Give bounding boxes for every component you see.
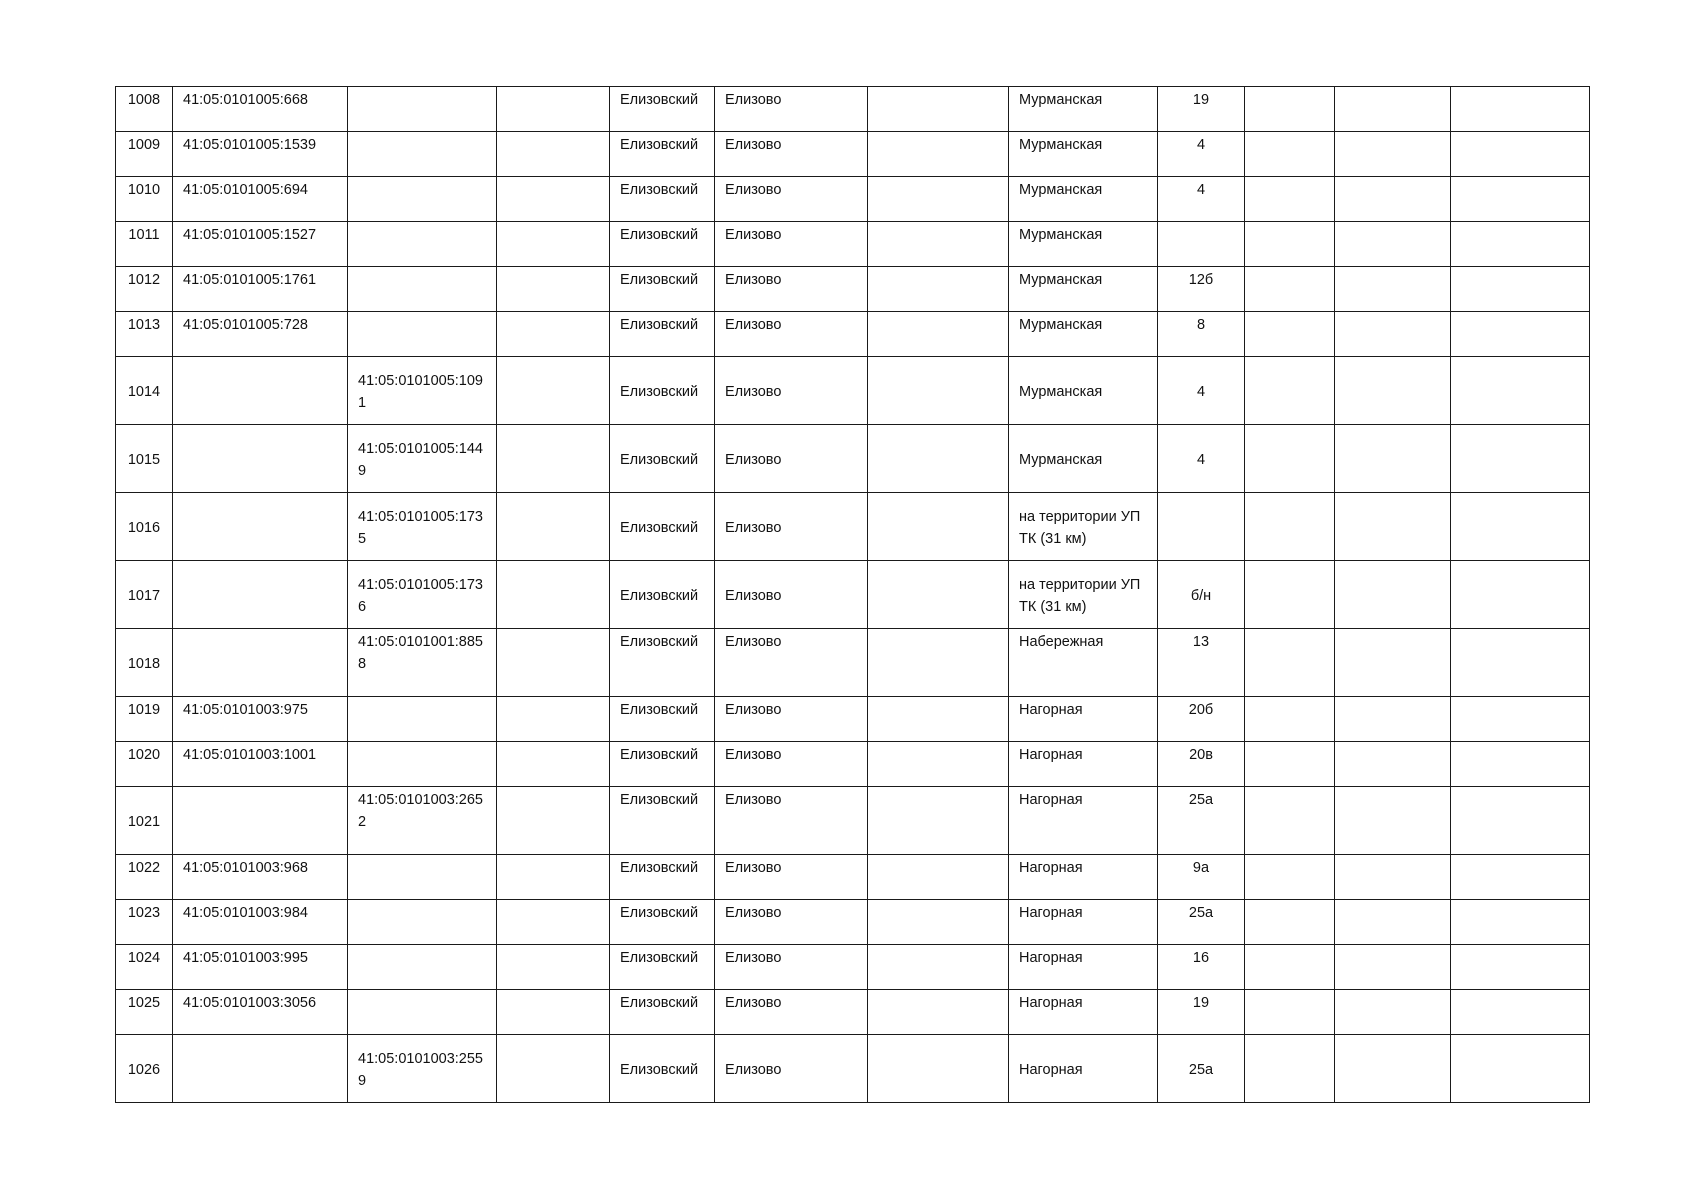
row-number-cell: 1020 [116, 742, 173, 787]
empty-cell [1451, 222, 1590, 267]
empty-cell [1245, 425, 1335, 493]
empty-cell [1335, 561, 1451, 629]
table-row [116, 561, 1590, 629]
town-cell: Елизово [715, 561, 868, 629]
building-cadastral-number-cell [348, 900, 497, 945]
registry-body [116, 87, 1590, 1103]
table-row [116, 697, 1590, 742]
empty-cell [868, 629, 1009, 697]
district-cell: Елизовский [610, 177, 715, 222]
cadastral-number-cell: 41:05:0101005:694 [173, 177, 348, 222]
house-number-cell: 16 [1158, 945, 1245, 990]
row-number-cell: 1018 [116, 629, 173, 697]
empty-cell [1335, 425, 1451, 493]
empty-cell [1245, 312, 1335, 357]
empty-cell [1245, 787, 1335, 855]
empty-cell [497, 267, 610, 312]
town-cell: Елизово [715, 990, 868, 1035]
empty-cell [497, 945, 610, 990]
empty-cell [868, 222, 1009, 267]
cadastral-number-cell [173, 357, 348, 425]
street-cell: Нагорная [1009, 990, 1158, 1035]
building-cadastral-number-cell: 41:05:0101003:2652 [348, 787, 497, 855]
table-row [116, 629, 1590, 697]
house-number-cell: 25а [1158, 1035, 1245, 1103]
cadastral-number-cell: 41:05:0101005:668 [173, 87, 348, 132]
empty-cell [1245, 697, 1335, 742]
town-cell: Елизово [715, 222, 868, 267]
house-number-cell: б/н [1158, 561, 1245, 629]
row-number-cell: 1025 [116, 990, 173, 1035]
row-number-cell: 1015 [116, 425, 173, 493]
town-cell: Елизово [715, 132, 868, 177]
street-cell: Мурманская [1009, 267, 1158, 312]
street-cell: Нагорная [1009, 855, 1158, 900]
empty-cell [1245, 1035, 1335, 1103]
district-cell: Елизовский [610, 697, 715, 742]
empty-cell [1451, 990, 1590, 1035]
row-number-cell: 1010 [116, 177, 173, 222]
empty-cell [497, 132, 610, 177]
empty-cell [868, 357, 1009, 425]
row-number-cell: 1026 [116, 1035, 173, 1103]
town-cell: Елизово [715, 787, 868, 855]
house-number-cell: 25а [1158, 787, 1245, 855]
table-row [116, 990, 1590, 1035]
empty-cell [1451, 425, 1590, 493]
district-cell: Елизовский [610, 267, 715, 312]
empty-cell [1335, 222, 1451, 267]
district-cell: Елизовский [610, 561, 715, 629]
cadastral-number-cell: 41:05:0101003:984 [173, 900, 348, 945]
empty-cell [1245, 945, 1335, 990]
row-number-cell: 1022 [116, 855, 173, 900]
street-cell: Нагорная [1009, 1035, 1158, 1103]
street-cell: Мурманская [1009, 312, 1158, 357]
empty-cell [1245, 132, 1335, 177]
empty-cell [1245, 222, 1335, 267]
empty-cell [868, 87, 1009, 132]
street-cell: Нагорная [1009, 697, 1158, 742]
cadastral-number-cell: 41:05:0101003:1001 [173, 742, 348, 787]
empty-cell [1451, 629, 1590, 697]
cadastral-number-cell [173, 629, 348, 697]
street-cell: Мурманская [1009, 425, 1158, 493]
empty-cell [1335, 267, 1451, 312]
row-number-cell: 1019 [116, 697, 173, 742]
district-cell: Елизовский [610, 990, 715, 1035]
district-cell: Елизовский [610, 87, 715, 132]
empty-cell [497, 561, 610, 629]
empty-cell [497, 990, 610, 1035]
cadastral-number-cell [173, 493, 348, 561]
table-row [116, 787, 1590, 855]
empty-cell [1451, 900, 1590, 945]
street-cell: Мурманская [1009, 357, 1158, 425]
empty-cell [497, 697, 610, 742]
house-number-cell: 19 [1158, 990, 1245, 1035]
empty-cell [497, 312, 610, 357]
empty-cell [868, 945, 1009, 990]
district-cell: Елизовский [610, 742, 715, 787]
street-cell: Мурманская [1009, 222, 1158, 267]
building-cadastral-number-cell [348, 312, 497, 357]
empty-cell [1335, 1035, 1451, 1103]
town-cell: Елизово [715, 629, 868, 697]
town-cell: Елизово [715, 177, 868, 222]
empty-cell [497, 1035, 610, 1103]
building-cadastral-number-cell [348, 132, 497, 177]
district-cell: Елизовский [610, 312, 715, 357]
town-cell: Елизово [715, 742, 868, 787]
empty-cell [1335, 177, 1451, 222]
row-number-cell: 1013 [116, 312, 173, 357]
empty-cell [868, 267, 1009, 312]
empty-cell [868, 787, 1009, 855]
row-number-cell: 1024 [116, 945, 173, 990]
town-cell: Елизово [715, 312, 868, 357]
house-number-cell: 4 [1158, 132, 1245, 177]
district-cell: Елизовский [610, 787, 715, 855]
table-row [116, 945, 1590, 990]
house-number-cell [1158, 493, 1245, 561]
empty-cell [1245, 177, 1335, 222]
town-cell: Елизово [715, 357, 868, 425]
empty-cell [1451, 855, 1590, 900]
empty-cell [1451, 132, 1590, 177]
cadastral-number-cell: 41:05:0101005:1761 [173, 267, 348, 312]
empty-cell [1245, 267, 1335, 312]
empty-cell [1451, 787, 1590, 855]
cadastral-number-cell: 41:05:0101005:728 [173, 312, 348, 357]
table-row [116, 493, 1590, 561]
empty-cell [868, 177, 1009, 222]
building-cadastral-number-cell [348, 855, 497, 900]
empty-cell [497, 222, 610, 267]
building-cadastral-number-cell [348, 945, 497, 990]
row-number-cell: 1021 [116, 787, 173, 855]
empty-cell [1451, 87, 1590, 132]
cadastral-number-cell [173, 1035, 348, 1103]
empty-cell [868, 132, 1009, 177]
building-cadastral-number-cell: 41:05:0101005:1091 [348, 357, 497, 425]
empty-cell [497, 87, 610, 132]
empty-cell [1335, 493, 1451, 561]
empty-cell [1335, 87, 1451, 132]
table-row [116, 425, 1590, 493]
building-cadastral-number-cell [348, 267, 497, 312]
empty-cell [1335, 742, 1451, 787]
building-cadastral-number-cell: 41:05:0101003:2559 [348, 1035, 497, 1103]
empty-cell [1451, 493, 1590, 561]
row-number-cell: 1014 [116, 357, 173, 425]
street-cell: Нагорная [1009, 945, 1158, 990]
empty-cell [868, 312, 1009, 357]
cadastral-number-cell: 41:05:0101003:995 [173, 945, 348, 990]
empty-cell [1335, 312, 1451, 357]
empty-cell [1451, 561, 1590, 629]
empty-cell [497, 629, 610, 697]
town-cell: Елизово [715, 493, 868, 561]
empty-cell [497, 493, 610, 561]
empty-cell [868, 900, 1009, 945]
town-cell: Елизово [715, 1035, 868, 1103]
table-row [116, 357, 1590, 425]
cadastral-number-cell: 41:05:0101003:975 [173, 697, 348, 742]
district-cell: Елизовский [610, 357, 715, 425]
house-number-cell: 25а [1158, 900, 1245, 945]
empty-cell [1335, 945, 1451, 990]
empty-cell [497, 855, 610, 900]
empty-cell [1335, 132, 1451, 177]
building-cadastral-number-cell [348, 990, 497, 1035]
empty-cell [1451, 267, 1590, 312]
house-number-cell: 19 [1158, 87, 1245, 132]
empty-cell [868, 493, 1009, 561]
house-number-cell: 9а [1158, 855, 1245, 900]
building-cadastral-number-cell [348, 177, 497, 222]
house-number-cell: 13 [1158, 629, 1245, 697]
empty-cell [1245, 357, 1335, 425]
house-number-cell: 4 [1158, 425, 1245, 493]
street-cell: Нагорная [1009, 900, 1158, 945]
building-cadastral-number-cell: 41:05:0101005:1735 [348, 493, 497, 561]
building-cadastral-number-cell: 41:05:0101001:8858 [348, 629, 497, 697]
street-cell: Нагорная [1009, 787, 1158, 855]
empty-cell [868, 697, 1009, 742]
table-row [116, 855, 1590, 900]
town-cell: Елизово [715, 697, 868, 742]
empty-cell [1245, 990, 1335, 1035]
empty-cell [868, 561, 1009, 629]
table-row [116, 222, 1590, 267]
empty-cell [1451, 177, 1590, 222]
building-cadastral-number-cell [348, 742, 497, 787]
district-cell: Елизовский [610, 629, 715, 697]
row-number-cell: 1016 [116, 493, 173, 561]
district-cell: Елизовский [610, 1035, 715, 1103]
cadastral-number-cell [173, 787, 348, 855]
town-cell: Елизово [715, 900, 868, 945]
empty-cell [1335, 855, 1451, 900]
town-cell: Елизово [715, 87, 868, 132]
house-number-cell [1158, 222, 1245, 267]
building-cadastral-number-cell: 41:05:0101005:1736 [348, 561, 497, 629]
empty-cell [868, 1035, 1009, 1103]
table-row [116, 177, 1590, 222]
empty-cell [497, 425, 610, 493]
property-registry-table [115, 86, 1590, 1103]
empty-cell [1451, 697, 1590, 742]
empty-cell [1245, 87, 1335, 132]
empty-cell [868, 855, 1009, 900]
empty-cell [1245, 855, 1335, 900]
building-cadastral-number-cell [348, 87, 497, 132]
town-cell: Елизово [715, 267, 868, 312]
street-cell: Мурманская [1009, 87, 1158, 132]
empty-cell [497, 177, 610, 222]
district-cell: Елизовский [610, 132, 715, 177]
cadastral-number-cell: 41:05:0101003:3056 [173, 990, 348, 1035]
house-number-cell: 20б [1158, 697, 1245, 742]
row-number-cell: 1012 [116, 267, 173, 312]
street-cell: на территории УПТК (31 км) [1009, 561, 1158, 629]
house-number-cell: 12б [1158, 267, 1245, 312]
empty-cell [497, 900, 610, 945]
table-row [116, 900, 1590, 945]
table-row [116, 132, 1590, 177]
row-number-cell: 1008 [116, 87, 173, 132]
cadastral-number-cell: 41:05:0101003:968 [173, 855, 348, 900]
town-cell: Елизово [715, 945, 868, 990]
cadastral-number-cell [173, 561, 348, 629]
district-cell: Елизовский [610, 425, 715, 493]
empty-cell [1451, 357, 1590, 425]
empty-cell [1335, 900, 1451, 945]
house-number-cell: 4 [1158, 177, 1245, 222]
row-number-cell: 1023 [116, 900, 173, 945]
empty-cell [1451, 1035, 1590, 1103]
table-row [116, 267, 1590, 312]
district-cell: Елизовский [610, 222, 715, 267]
district-cell: Елизовский [610, 493, 715, 561]
empty-cell [497, 787, 610, 855]
row-number-cell: 1009 [116, 132, 173, 177]
table-row [116, 1035, 1590, 1103]
house-number-cell: 4 [1158, 357, 1245, 425]
town-cell: Елизово [715, 855, 868, 900]
town-cell: Елизово [715, 425, 868, 493]
empty-cell [497, 357, 610, 425]
cadastral-number-cell: 41:05:0101005:1527 [173, 222, 348, 267]
empty-cell [1245, 493, 1335, 561]
empty-cell [1335, 990, 1451, 1035]
district-cell: Елизовский [610, 855, 715, 900]
empty-cell [1335, 357, 1451, 425]
house-number-cell: 8 [1158, 312, 1245, 357]
empty-cell [868, 425, 1009, 493]
cadastral-number-cell: 41:05:0101005:1539 [173, 132, 348, 177]
house-number-cell: 20в [1158, 742, 1245, 787]
empty-cell [1451, 945, 1590, 990]
street-cell: Набережная [1009, 629, 1158, 697]
empty-cell [1335, 629, 1451, 697]
table-row [116, 742, 1590, 787]
table-row [116, 312, 1590, 357]
empty-cell [497, 742, 610, 787]
district-cell: Елизовский [610, 945, 715, 990]
row-number-cell: 1017 [116, 561, 173, 629]
empty-cell [868, 990, 1009, 1035]
street-cell: Нагорная [1009, 742, 1158, 787]
street-cell: Мурманская [1009, 177, 1158, 222]
street-cell: Мурманская [1009, 132, 1158, 177]
empty-cell [1245, 629, 1335, 697]
empty-cell [1245, 561, 1335, 629]
table-row [116, 87, 1590, 132]
row-number-cell: 1011 [116, 222, 173, 267]
building-cadastral-number-cell [348, 222, 497, 267]
building-cadastral-number-cell [348, 697, 497, 742]
empty-cell [868, 742, 1009, 787]
empty-cell [1245, 742, 1335, 787]
street-cell: на территории УПТК (31 км) [1009, 493, 1158, 561]
empty-cell [1451, 312, 1590, 357]
building-cadastral-number-cell: 41:05:0101005:1449 [348, 425, 497, 493]
empty-cell [1335, 697, 1451, 742]
empty-cell [1245, 900, 1335, 945]
empty-cell [1451, 742, 1590, 787]
district-cell: Елизовский [610, 900, 715, 945]
cadastral-number-cell [173, 425, 348, 493]
empty-cell [1335, 787, 1451, 855]
